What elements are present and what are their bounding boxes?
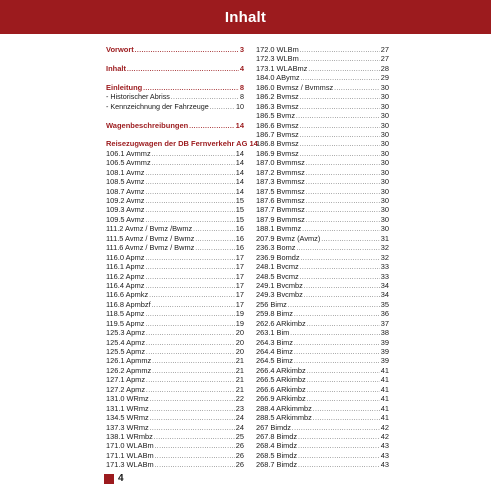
toc-entry-page: 21	[235, 365, 244, 375]
toc-entry	[256, 328, 389, 337]
toc-dot-leader	[298, 460, 380, 471]
toc-entry-page: 32	[380, 252, 389, 262]
toc-entry	[256, 158, 389, 167]
toc-entry-page: 34	[380, 280, 389, 290]
toc-entry-page: 21	[235, 375, 244, 385]
toc-entry	[256, 319, 389, 328]
toc-entry-title: 268.7 Bimdz	[256, 460, 298, 470]
toc-entry-page: 30	[380, 129, 389, 139]
toc-entry-title: 111.2 Avmz / Bvmz /Bwmz	[106, 224, 193, 234]
toc-entry-page: 36	[380, 309, 389, 319]
toc-entry-title: 134.5 WRmz	[106, 413, 149, 423]
toc-entry-page: 24	[235, 413, 244, 423]
toc-entry-page: 35	[380, 299, 389, 309]
page-number: 4	[118, 473, 124, 484]
toc-entry-title: 106.1 Avmmz	[106, 148, 151, 158]
toc-entry	[256, 45, 389, 54]
toc-entry-title: 187.5 Bvmmsz	[256, 186, 305, 196]
toc-entry	[256, 460, 389, 469]
toc-entry-title: 248.5 Bvcmz	[256, 271, 299, 281]
toc-entry-title: 288.4 ARkimmbz	[256, 403, 312, 413]
toc-entry-title: 172.0 WLBm	[256, 45, 299, 54]
toc-entry-page: 33	[380, 271, 389, 281]
toc-entry-page: 8	[240, 92, 244, 102]
toc-entry	[256, 168, 389, 177]
toc-entry-page: 17	[235, 290, 244, 300]
toc-entry-title: 127.1 Apmz	[106, 375, 146, 385]
toc-entry	[256, 262, 389, 271]
toc-entry-page: 41	[380, 384, 389, 394]
toc-entry-title: 138.1 WRmbz	[106, 431, 153, 441]
toc-entry-title: 186.2 Bvmsz	[256, 92, 299, 102]
toc-entry-page: 28	[380, 63, 389, 73]
toc-entry-page: 19	[235, 318, 244, 328]
toc-entry-page: 41	[380, 365, 389, 375]
toc-entry-page: 20	[235, 347, 244, 356]
toc-entry-page: 14	[235, 148, 244, 158]
toc-entry-title: 116.8 Apmbzf	[106, 299, 151, 309]
toc-entry-page: 30	[380, 224, 389, 234]
toc-entry-page: 30	[380, 158, 389, 168]
toc-entry	[106, 432, 244, 441]
toc-entry-title: 137.3 WRmz	[106, 422, 149, 432]
toc-entry-page: 29	[380, 73, 389, 83]
toc-entry-title: 266.9 ARkimbz	[256, 394, 306, 404]
toc-entry	[256, 177, 389, 186]
toc-entry	[106, 272, 244, 281]
toc-entry-page: 27	[380, 45, 389, 54]
toc-entry-title: - Historischer Abriss	[106, 92, 170, 102]
toc-entry-page: 30	[380, 167, 389, 177]
toc-entry	[106, 149, 244, 158]
toc-section-entry	[106, 64, 244, 73]
toc-entry-title: 109.5 Avmz	[106, 214, 145, 224]
toc-entry-page: 23	[235, 403, 244, 413]
toc-entry-page: 43	[380, 460, 389, 470]
toc-entry-page: 17	[235, 271, 244, 281]
toc-entry-page: 16	[235, 224, 244, 234]
toc-entry	[256, 243, 389, 252]
toc-entry-title: 264.3 Bimz	[256, 337, 293, 347]
toc-entry	[256, 92, 389, 101]
toc-entry-page: 4	[239, 63, 244, 73]
toc-entry-title: 111.6 Avmz / Bvmz / Bwmz	[106, 243, 195, 253]
footer-marker-square	[104, 474, 114, 484]
toc-entry	[106, 423, 244, 432]
toc-entry-title: 131.1 WRmz	[106, 403, 149, 413]
toc-entry-page: 38	[380, 328, 389, 338]
toc-entry	[106, 309, 244, 318]
toc-entry	[256, 139, 389, 148]
toc-entry	[256, 73, 389, 82]
toc-entry	[106, 196, 244, 205]
toc-entry	[256, 347, 389, 356]
toc-entry-page: 26	[235, 441, 244, 451]
toc-entry	[256, 205, 389, 214]
toc-entry-page: 42	[380, 422, 389, 432]
toc-entry-page: 20	[235, 337, 244, 347]
toc-entry-title: 184.0 ABymz	[256, 73, 300, 83]
toc-entry	[106, 290, 244, 299]
toc-entry-title: 266.6 ARkimbz	[256, 384, 306, 394]
toc-entry-page: 14	[235, 167, 244, 177]
toc-entry	[256, 121, 389, 130]
toc-entry	[256, 423, 389, 432]
toc-entry	[106, 338, 244, 347]
toc-entry-title: 186.3 Bvmsz	[256, 101, 299, 111]
toc-entry-page: 17	[235, 299, 244, 309]
toc-entry-page: 16	[235, 243, 244, 253]
toc-entry	[256, 54, 389, 63]
toc-entry-page: 14	[235, 186, 244, 196]
toc-entry-title: 188.1 Bvmmz	[256, 224, 302, 234]
toc-entry	[256, 111, 389, 120]
toc-entry-title: 108.1 Avmz	[106, 167, 145, 177]
toc-entry-page: 34	[380, 290, 389, 300]
toc-right-column	[256, 45, 389, 470]
toc-entry-page: 14	[235, 158, 244, 168]
toc-entry-title: 266.4 ARkimbz	[256, 365, 306, 375]
toc-entry-title: 186.6 Bvmsz	[256, 120, 299, 130]
toc-entry-page: 19	[235, 309, 244, 319]
toc-entry-title: 109.3 Avmz	[106, 205, 145, 215]
toc-entry-title: 125.5 Apmz	[106, 347, 146, 356]
toc-entry-title: 186.7 Bvmsz	[256, 129, 299, 139]
toc-dot-leader	[189, 121, 234, 132]
toc-entry	[106, 158, 244, 167]
toc-section-entry	[106, 139, 258, 149]
toc-entry-page: 39	[380, 337, 389, 347]
toc-entry	[256, 338, 389, 347]
toc-entry-page: 31	[380, 233, 389, 243]
toc-entry-title: 125.4 Apmz	[106, 337, 146, 347]
toc-entry-page: 24	[235, 422, 244, 432]
toc-left-column	[106, 45, 258, 470]
toc-entry-title: 266.5 ARkimbz	[256, 375, 306, 385]
toc-entry	[256, 253, 389, 262]
toc-entry-page: 26	[235, 450, 244, 460]
toc-entry	[106, 366, 244, 375]
toc-entry-page: 15	[235, 196, 244, 205]
toc-entry	[256, 413, 389, 422]
toc-entry-title: 108.7 Avmz	[106, 186, 145, 196]
toc-entry-page: 30	[380, 148, 389, 158]
toc-entry	[106, 168, 244, 177]
toc-entry-page: 20	[235, 328, 244, 338]
toc-entry-page: 30	[380, 177, 389, 187]
toc-entry-title: 249.3 Bvcmbz	[256, 290, 303, 300]
toc-entry	[106, 187, 244, 196]
toc-entry-title: 268.4 Bimdz	[256, 441, 298, 451]
toc-entry-title: 109.2 Avmz	[106, 196, 145, 205]
toc-entry	[106, 385, 244, 394]
toc-entry-page: 33	[380, 262, 389, 272]
toc-entry-page: 30	[380, 92, 389, 102]
page-title: Inhalt	[224, 9, 267, 26]
toc-entry	[106, 375, 244, 384]
toc-entry-title: Wagenbeschreibungen	[106, 120, 189, 130]
toc-entry	[106, 205, 244, 214]
toc-entry-title: 263.1 Bim	[256, 328, 290, 338]
toc-entry-page: 15	[235, 214, 244, 224]
toc-entry-title: 186.5 Bvmz	[256, 111, 296, 121]
toc-entry-page: 30	[380, 101, 389, 111]
toc-entry-page: 41	[380, 403, 389, 413]
toc-entry-page: 30	[380, 186, 389, 196]
toc-entry-title: 236.9 Bomdz	[256, 252, 300, 262]
toc-entry-title: 186.9 Bvmsz	[256, 148, 299, 158]
toc-entry-title: 248.1 Bvcmz	[256, 262, 299, 272]
toc-entry-title: - Kennzeichnung der Fahrzeuge	[106, 101, 209, 111]
toc-entry	[256, 300, 389, 309]
toc-entry-page: 17	[235, 262, 244, 272]
toc-section-entry	[106, 83, 244, 92]
toc-entry-title: 259.8 Bimz	[256, 309, 293, 319]
toc-entry-title: 116.0 Apmz	[106, 252, 145, 262]
toc-entry	[256, 404, 389, 413]
toc-entry	[106, 460, 244, 469]
toc-entry	[106, 394, 244, 403]
toc-entry-title: 187.9 Bvmmsz	[256, 214, 305, 224]
toc-entry-title: 267.8 Bimdz	[256, 431, 298, 441]
toc-entry-title: 186.0 Bvmsz / Bvmmsz	[256, 82, 334, 92]
toc-entry	[106, 413, 244, 422]
toc-entry-title: 116.1 Apmz	[106, 262, 145, 272]
toc-entry-page: 21	[235, 384, 244, 394]
toc-entry	[106, 234, 244, 243]
toc-entry-title: 131.0 WRmz	[106, 394, 149, 404]
toc-entry	[256, 215, 389, 224]
toc-entry	[256, 309, 389, 318]
toc-entry	[106, 253, 244, 262]
toc-entry-page: 21	[235, 356, 244, 366]
toc-entry-title: 127.2 Apmz	[106, 384, 146, 394]
toc-entry-title: Einleitung	[106, 82, 143, 92]
page-footer	[104, 473, 124, 484]
toc-entry-page: 14	[249, 139, 258, 149]
toc-entry-page: 15	[235, 205, 244, 215]
toc-entry	[106, 300, 244, 309]
toc-section-entry	[106, 121, 244, 130]
toc-entry	[106, 404, 244, 413]
toc-entry-title: 187.3 Bvmmsz	[256, 177, 305, 187]
toc-entry-title: 264.4 Bimz	[256, 347, 293, 356]
toc-entry-title: 256 Bimz	[256, 299, 287, 309]
toc-entry	[256, 366, 389, 375]
toc-entry-title: 267 Bimdz	[256, 422, 291, 432]
toc-entry-page: 37	[380, 318, 389, 328]
toc-entry	[256, 83, 389, 92]
toc-entry-page: 30	[380, 111, 389, 121]
toc-entry-page: 14	[235, 177, 244, 187]
toc-entry-title: 126.1 Apmmz	[106, 356, 152, 366]
toc-entry	[106, 177, 244, 186]
toc-entry-page: 43	[380, 450, 389, 460]
toc-entry-title: Vorwort	[106, 45, 134, 54]
toc-entry	[106, 356, 244, 365]
toc-entry-page: 30	[380, 139, 389, 149]
toc-entry-page: 30	[380, 120, 389, 130]
toc-entry	[106, 215, 244, 224]
toc-entry-title: 116.2 Apmz	[106, 271, 145, 281]
toc-entry-title: 236.3 Bomz	[256, 243, 296, 253]
toc-entry	[256, 187, 389, 196]
toc-entry	[256, 356, 389, 365]
toc-entry	[256, 290, 389, 299]
toc-entry	[106, 451, 244, 460]
toc-entry	[106, 441, 244, 450]
toc-entry	[256, 130, 389, 139]
toc-entry	[106, 224, 244, 233]
toc-entry-title: 187.7 Bvmmsz	[256, 205, 305, 215]
toc-entry	[256, 394, 389, 403]
toc-entry	[256, 272, 389, 281]
toc-entry-title: 171.0 WLABm	[106, 441, 154, 451]
toc-entry-page: 30	[380, 205, 389, 215]
toc-entry-title: 171.1 WLABm	[106, 450, 154, 460]
toc-entry-page: 22	[235, 394, 244, 404]
toc-entry-title: 118.5 Apmz	[106, 309, 145, 319]
toc-entry-page: 39	[380, 356, 389, 366]
toc-entry	[106, 328, 244, 337]
toc-entry-page: 41	[380, 394, 389, 404]
toc-entry-title: 262.6 ARkimbz	[256, 318, 306, 328]
toc-entry-page: 39	[380, 347, 389, 356]
toc-dot-leader	[127, 64, 239, 75]
toc-entry-page: 16	[235, 233, 244, 243]
toc-entry-page: 3	[239, 45, 244, 54]
toc-subsection-entry	[106, 92, 244, 101]
toc-entry-page: 30	[380, 82, 389, 92]
toc-entry-title: 116.6 Apmkz	[106, 290, 149, 300]
toc-entry-title: 207.9 Bvmz (Avmz)	[256, 233, 321, 243]
toc-entry	[256, 385, 389, 394]
toc-entry-page: 41	[380, 375, 389, 385]
toc-dot-leader	[135, 45, 239, 56]
toc-entry-title: Reisezugwagen der DB Fernverkehr AG	[106, 139, 248, 149]
toc-entry-title: 108.5 Avmz	[106, 177, 145, 187]
toc-entry	[106, 347, 244, 356]
toc-entry-title: 116.4 Apmz	[106, 280, 145, 290]
toc-entry-page: 43	[380, 441, 389, 451]
toc-entry-page: 14	[235, 120, 244, 130]
toc-entry-title: 119.5 Apmz	[106, 318, 145, 328]
toc-entry-page: 8	[239, 82, 244, 92]
toc-entry-title: 173.1 WLABmz	[256, 63, 308, 73]
toc-subsection-entry	[106, 102, 244, 111]
toc-entry-title: 186.8 Bvmsz	[256, 139, 299, 149]
toc-entry-title: 187.6 Bvmmsz	[256, 196, 305, 205]
toc-entry-title: Inhalt	[106, 63, 126, 73]
toc-entry	[256, 196, 389, 205]
toc-entry-page: 10	[236, 101, 244, 111]
toc-entry-title: 172.3 WLBm	[256, 54, 299, 64]
toc-entry-title: 187.2 Bvmmsz	[256, 167, 305, 177]
toc-entry-title: 268.5 Bimdz	[256, 450, 298, 460]
toc-entry-page: 17	[235, 252, 244, 262]
toc-dot-leader	[155, 460, 235, 471]
toc-dot-leader	[210, 102, 235, 113]
toc-entry	[256, 234, 389, 243]
toc-entry	[256, 64, 389, 73]
toc-entry	[106, 281, 244, 290]
page-header-bar	[0, 0, 491, 34]
toc-entry	[256, 432, 389, 441]
toc-entry-title: 249.1 Bvcmbz	[256, 280, 303, 290]
toc-entry-title: 126.2 Apmmz	[106, 365, 152, 375]
toc-entry-title: 125.3 Apmz	[106, 328, 146, 338]
toc-entry-page: 30	[380, 196, 389, 205]
toc-entry-title: 288.5 ARkimmbz	[256, 413, 312, 423]
toc-entry-title: 111.5 Avmz / Bvmz / Bwmz	[106, 233, 195, 243]
toc-entry	[106, 243, 244, 252]
toc-entry	[256, 375, 389, 384]
toc-entry-title: 187.0 Bvmmsz	[256, 158, 305, 168]
toc-entry-page: 26	[235, 460, 244, 470]
toc-entry-page: 32	[380, 243, 389, 253]
toc-entry-page: 25	[235, 431, 244, 441]
toc-entry-title: 264.5 Bimz	[256, 356, 293, 366]
toc-entry	[256, 224, 389, 233]
toc-entry	[256, 281, 389, 290]
toc-entry-title: 171.3 WLABm	[106, 460, 154, 470]
toc-entry-page: 42	[380, 431, 389, 441]
toc-entry-title: 106.5 Avmmz	[106, 158, 151, 168]
toc-entry-page: 17	[235, 280, 244, 290]
toc-entry	[256, 102, 389, 111]
toc-entry	[256, 149, 389, 158]
toc-entry	[106, 319, 244, 328]
toc-entry-page: 41	[380, 413, 389, 423]
toc-entry-page: 27	[380, 54, 389, 64]
toc-entry-page: 30	[380, 214, 389, 224]
toc-entry	[256, 441, 389, 450]
toc-entry	[106, 262, 244, 271]
toc-entry	[256, 451, 389, 460]
toc-section-entry	[106, 45, 244, 54]
